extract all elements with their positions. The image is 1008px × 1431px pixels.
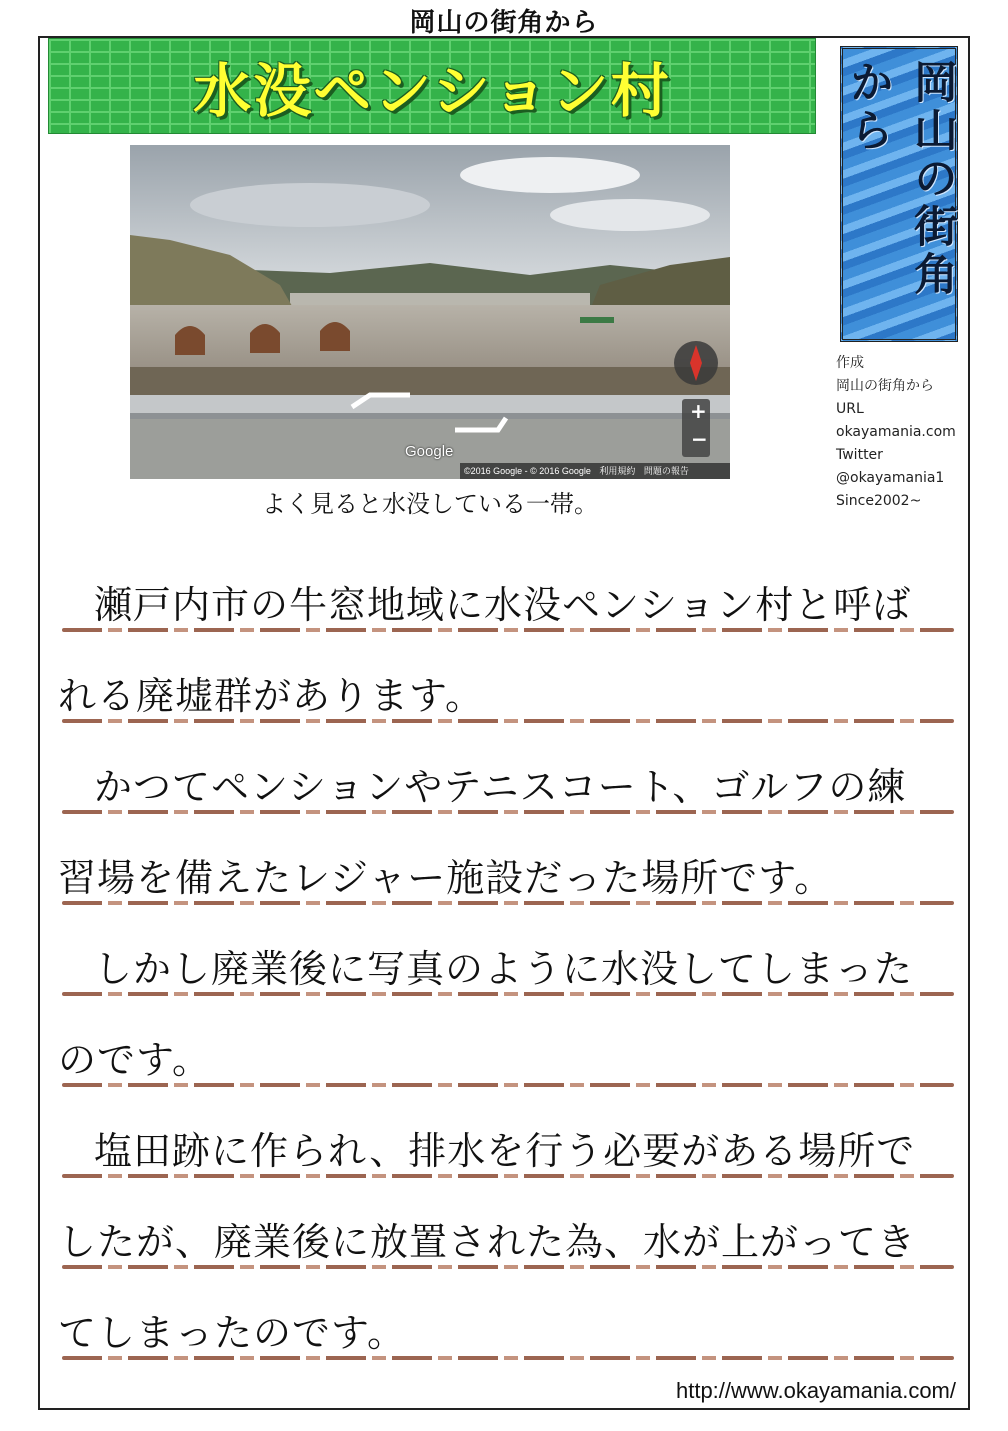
credits (836, 352, 970, 513)
cloud (190, 183, 430, 227)
underline-rule (62, 1356, 954, 1360)
cloud (460, 157, 640, 193)
underline-rule (62, 719, 954, 723)
google-logo: Google (405, 443, 454, 460)
footer-url[interactable]: http://www.okayamania.com/ (675, 1378, 956, 1403)
credits-twitter: @okayamania1 (836, 470, 945, 486)
guardrail-shadow (130, 413, 730, 419)
text-line (58, 742, 958, 833)
text-line-content: 塩田跡に作られ、排水を行う必要がある場所で (94, 1129, 916, 1173)
underline-rule (62, 1083, 954, 1087)
town (290, 293, 590, 305)
underline-rule (62, 1174, 954, 1178)
side-banner (840, 46, 958, 342)
underline-rule (62, 992, 954, 996)
text-line-content: のです。 (58, 1038, 211, 1082)
text-line (58, 651, 958, 742)
credits-made-label: 作成 (836, 355, 864, 371)
guardrail (130, 395, 730, 415)
text-line (58, 1288, 958, 1379)
text-line-content: 習場を備えたレジャー施設だった場所です。 (58, 856, 834, 900)
banner-title: 水没ペンション村 (193, 57, 671, 125)
text-line (58, 833, 958, 924)
zoom-out-button[interactable]: − (691, 427, 708, 451)
credits-url-label: URL (836, 401, 864, 417)
underline-rule (62, 1265, 954, 1269)
zoom-in-button[interactable]: + (690, 399, 707, 423)
credits-made-by: 岡山の街角から (836, 378, 934, 394)
credits-url: okayamania.com (836, 424, 956, 440)
street-view-photo[interactable] (130, 145, 730, 479)
map-footer-bar (460, 463, 730, 479)
side-banner-title: 岡山の街角から (842, 59, 957, 299)
text-line (58, 1015, 958, 1106)
underline-rule (62, 810, 954, 814)
map-copyright: ©2016 Google - © 2016 Google (464, 466, 591, 476)
text-line-content: 瀬戸内市の牛窓地域に水没ペンション村と呼ば (94, 583, 912, 627)
text-line (58, 560, 958, 651)
text-line (58, 924, 958, 1015)
text-line (58, 1197, 958, 1288)
underline-rule (62, 901, 954, 905)
underline-rule (62, 628, 954, 632)
credits-since: Since2002~ (836, 493, 922, 509)
cloud (550, 199, 710, 231)
text-line (58, 1106, 958, 1197)
map-terms-link[interactable]: 利用規約 (599, 466, 636, 476)
credits-twitter-label: Twitter (836, 447, 883, 463)
article-body (58, 560, 958, 1379)
map-report-link[interactable]: 問題の報告 (643, 466, 689, 476)
green-barge (580, 317, 614, 323)
text-line-content: てしまったのです。 (58, 1311, 406, 1355)
text-line-content: しかし廃業後に写真のように水没してしまった (94, 947, 914, 991)
text-line-content: れる廃墟群があります。 (58, 674, 484, 718)
page-title: 岡山の街角から (409, 8, 599, 38)
photo-caption: よく見ると水没している一帯。 (262, 490, 598, 518)
text-line-content: かつてペンションやテニスコート、ゴルフの練 (94, 765, 907, 809)
title-banner (48, 38, 816, 134)
text-line-content: したが、廃業後に放置された為、水が上がってき (58, 1220, 917, 1264)
